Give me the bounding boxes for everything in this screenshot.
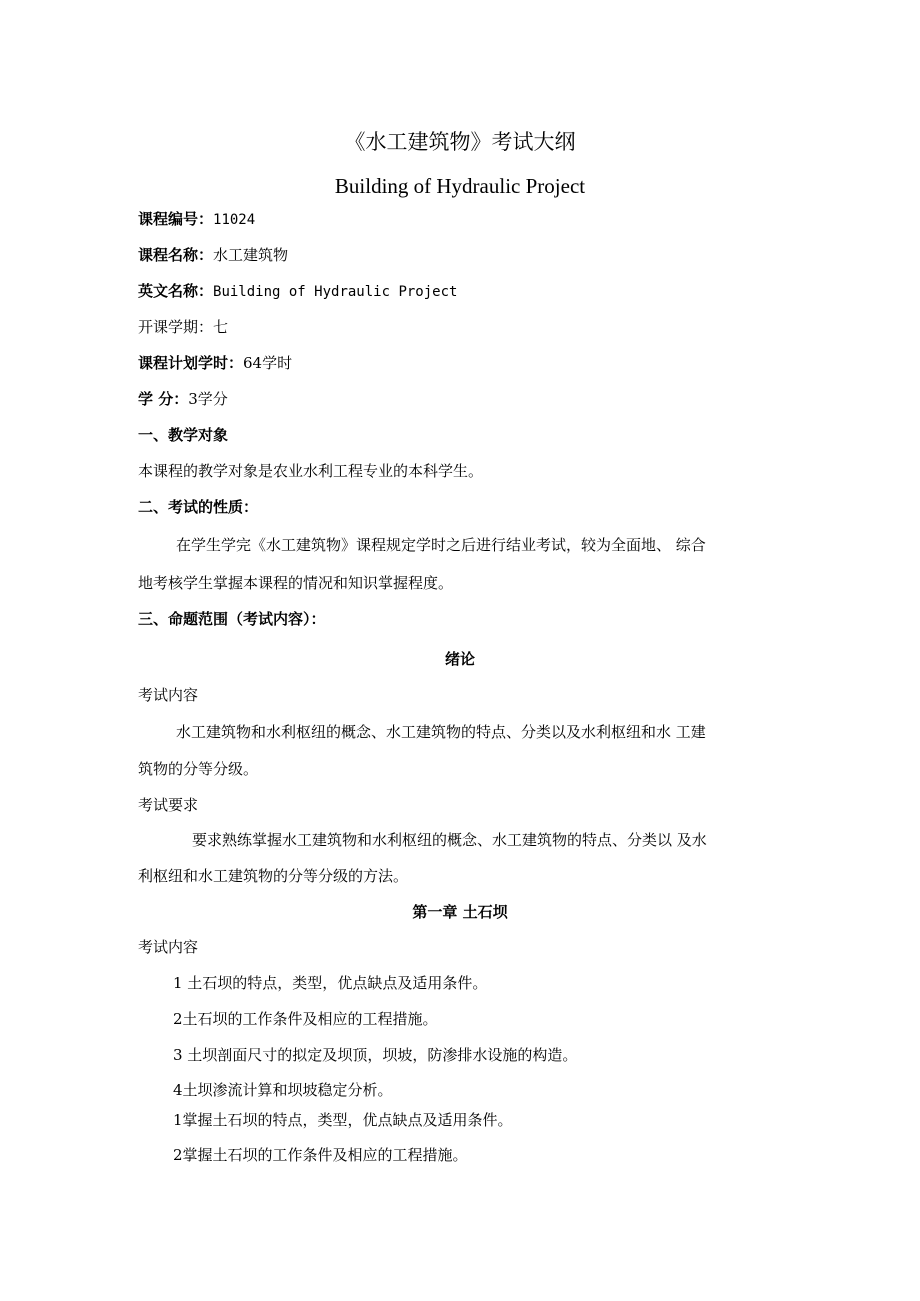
hours-line: [138, 353, 292, 373]
chapter-1-heading: 第一章 土石坝: [412, 903, 508, 921]
chapter-1-item: 4土坝渗流计算和坝坡稳定分析。: [173, 1081, 393, 1099]
section-1-text: 本课程的教学对象是农业水利工程专业的本科学生。: [138, 462, 484, 480]
section-2-heading: 二、考试的性质：: [138, 498, 259, 516]
section-3-heading: 三、命题范围（考试内容）：: [138, 610, 326, 628]
intro-chapter-heading: 绪论: [444, 650, 475, 668]
chapter-1-item: 1掌握土石坝的特点，类型，优点缺点及适用条件。: [173, 1111, 513, 1129]
term-line: 开课学期：七: [138, 318, 229, 336]
credit-line: [138, 389, 228, 409]
intro-content-line-2: 筑物的分等分级。: [138, 760, 259, 778]
hours-label: 课程计划学时：: [138, 354, 244, 372]
credit-value: 3学分: [188, 390, 228, 408]
course-code-value: 11024: [213, 212, 256, 228]
course-name-label: 课程名称：: [138, 246, 214, 264]
chapter-1-content-label: 考试内容: [138, 938, 199, 956]
english-name-line: [138, 281, 457, 301]
section-2-paragraph-line-2: 地考核学生掌握本课程的情况和知识掌握程度。: [138, 574, 454, 592]
english-name-value: Building of Hydraulic Project: [213, 284, 458, 300]
course-code-label: 课程编号：: [138, 210, 214, 228]
document-title: 《水工建筑物》考试大纲: [344, 130, 576, 154]
hours-value: 64学时: [243, 354, 293, 372]
intro-requirements-label: 考试要求: [138, 796, 199, 814]
course-code-line: [138, 209, 255, 229]
section-2-paragraph-line-1: 在学生学完《水工建筑物》课程规定学时之后进行结业考试，较为全面地、 综合: [176, 536, 706, 554]
intro-requirements-line-2: 利枢纽和水工建筑物的分等分级的方法。: [138, 867, 409, 885]
section-1-heading: 一、教学对象: [138, 426, 229, 444]
document-subtitle: Building of Hydraulic Project: [334, 174, 586, 198]
chapter-1-item: 2土石坝的工作条件及相应的工程措施。: [173, 1010, 438, 1028]
chapter-1-item: 3 土坝剖面尺寸的拟定及坝顶，坝坡，防渗排水设施的构造。: [173, 1046, 578, 1064]
intro-content-label: 考试内容: [138, 686, 199, 704]
intro-requirements-line-1: 要求熟练掌握水工建筑物和水利枢纽的概念、水工建筑物的特点、分类以 及水: [192, 831, 707, 849]
english-name-label: 英文名称：: [138, 282, 214, 300]
course-name-value: 水工建筑物: [213, 246, 289, 264]
credit-label: 学 分：: [138, 390, 189, 408]
chapter-1-item: 2掌握土石坝的工作条件及相应的工程措施。: [173, 1146, 468, 1164]
intro-content-line-1: 水工建筑物和水利枢纽的概念、水工建筑物的特点、分类以及水利枢纽和水 工建: [176, 723, 706, 741]
course-name-line: [138, 245, 288, 265]
chapter-1-item: 1 土石坝的特点，类型，优点缺点及适用条件。: [173, 974, 488, 992]
